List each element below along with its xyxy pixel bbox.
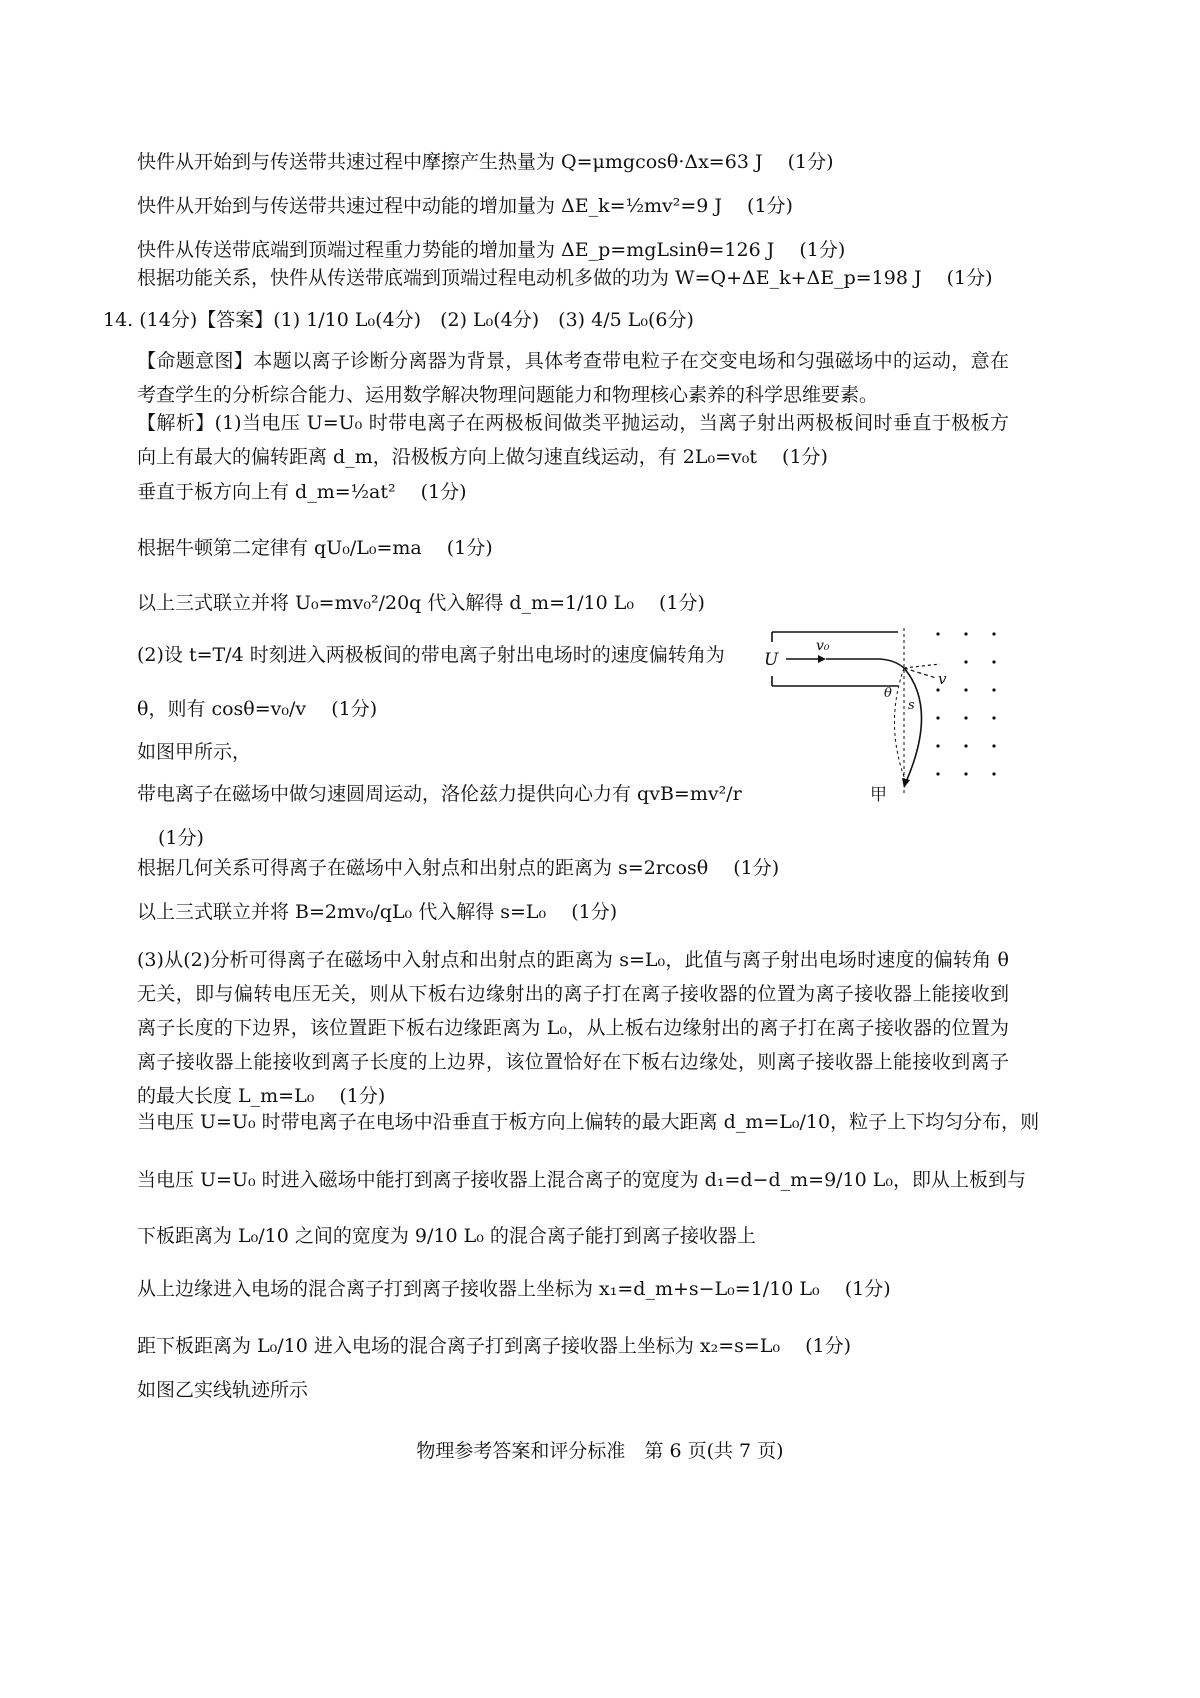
intent-paragraph: 【命题意图】本题以离子诊断分离器为背景，具体考查带电粒子在交变电场和匀强磁场中的运动，意在考查学生的分析综合能力、运用数学解决物理问题能力和物理核心素养的科学思维要素。	[137, 350, 1009, 406]
equation-line: θ，则有 cosθ=v₀/v (1分)	[137, 698, 378, 720]
equation-line: 根据牛顿第二定律有 qU₀/L₀=ma (1分)	[137, 537, 493, 559]
label-v0: v₀	[816, 638, 830, 654]
analysis-part-1: 【解析】(1)当电压 U=U₀ 时带电离子在两极板间做类平抛运动，当离子射出两极板间时垂直于极板方向上有最大的偏转距离 d_m，沿极板方向上做匀速直线运动，有 2L₀=v₀t (1分)	[137, 412, 1009, 468]
equation-line: (1分)	[158, 827, 204, 849]
figure-diagram	[760, 628, 1020, 808]
label-v: v	[938, 670, 947, 688]
question-14-answer: 14. (14分)【答案】(1) 1/10 L₀(4分) (2) L₀(4分) (3) 4/5 L₀(6分)	[103, 309, 694, 331]
equation-line: 垂直于板方向上有 d_m=½at² (1分)	[137, 481, 467, 503]
equation-line: 带电离子在磁场中做匀速圆周运动，洛伦兹力提供向心力有 qvB=mv²/r	[137, 783, 742, 805]
text-line: 如图乙实线轨迹所示	[137, 1379, 309, 1401]
equation-line: 根据几何关系可得离子在磁场中入射点和出射点的距离为 s=2rcosθ (1分)	[137, 857, 780, 879]
text-line: 快件从开始到与传送带共速过程中摩擦产生热量为 Q=μmgcosθ·Δx=63 J (1分)	[137, 151, 834, 173]
label-theta: θ	[884, 686, 892, 701]
equation-line: 如图甲所示，	[137, 741, 252, 763]
label-u: U	[764, 650, 779, 670]
text-line: 快件从传送带底端到顶端过程重力势能的增加量为 ΔE_p=mgLsinθ=126 J (1分)	[137, 239, 846, 261]
equation-line: 以上三式联立并将 U₀=mv₀²/20q 代入解得 d_m=1/10 L₀ (1分)	[137, 592, 705, 614]
text-line: 根据功能关系，快件从传送带底端到顶端过程电动机多做的功为 W=Q+ΔE_k+ΔE_p=198 J (1分)	[137, 267, 993, 289]
figure-jia	[760, 628, 1020, 808]
text-line: 距下板距离为 L₀/10 进入电场的混合离子打到离子接收器上坐标为 x₂=s=L₀ (1分)	[137, 1335, 852, 1357]
analysis-part-3: (3)从(2)分析可得离子在磁场中入射点和出射点的距离为 s=L₀，此值与离子射出电场时速度的偏转角 θ 无关，即与偏转电压无关，则从下板右边缘射出的离子打在离子接收器的位置为离子接收器上能接收到离子长度的下边界，该位置距下板右边缘距离为 L₀，从上板右边缘射出的离子打在离子接收器的位置为离子接收器上能接收到离子长度的上边界，该位置恰好在下板右边缘处，则离子接收器上能接收到离子的最大长度 L_m=L₀ (1分)	[137, 949, 1009, 1107]
text-line: 从上边缘进入电场的混合离子打到离子接收器上坐标为 x₁=d_m+s−L₀=1/10 L₀ (1分)	[137, 1278, 891, 1300]
equation-line: (2)设 t=T/4 时刻进入两极板间的带电离子射出电场时的速度偏转角为	[137, 644, 725, 666]
equation-line: 以上三式联立并将 B=2mv₀/qL₀ 代入解得 s=L₀ (1分)	[137, 901, 618, 923]
label-s: s	[908, 698, 915, 713]
text-line: 快件从开始到与传送带共速过程中动能的增加量为 ΔE_k=½mv²=9 J (1分)	[137, 195, 793, 217]
text-line: 下板距离为 L₀/10 之间的宽度为 9/10 L₀ 的混合离子能打到离子接收器上	[137, 1225, 756, 1247]
text-line: 当电压 U=U₀ 时进入磁场中能打到离子接收器上混合离子的宽度为 d₁=d−d_m=9/10 L₀，即从上板到与	[137, 1169, 1027, 1191]
page-footer: 物理参考答案和评分标准 第 6 页(共 7 页)	[416, 1440, 784, 1462]
text-line: 当电压 U=U₀ 时带电离子在电场中沿垂直于板方向上偏转的最大距离 d_m=L₀/10，粒子上下均匀分布，则	[137, 1111, 1040, 1133]
figure-caption: 甲	[870, 785, 887, 805]
